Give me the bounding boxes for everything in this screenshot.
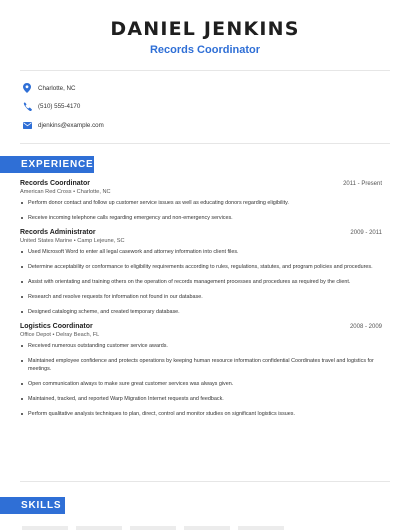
job-bullet: Open communication always to make sure great customer services was always given. — [20, 380, 382, 388]
contact-location-text: Charlotte, NC — [38, 84, 76, 92]
phone-icon — [22, 102, 32, 112]
skill-chip — [184, 526, 230, 530]
resume-header — [0, 0, 410, 56]
experience-heading: EXPERIENCE — [0, 156, 94, 173]
contact-location — [22, 79, 410, 98]
job-bullet: Perform donor contact and follow up customer service issues as well as educating donors regarding eligibility. — [20, 199, 382, 207]
job-organization: United States Marine • Camp Lejeune, SC — [20, 237, 125, 244]
experience-divider — [20, 481, 390, 482]
job-title: Records Administrator — [20, 228, 96, 236]
job-bullet: Research and resolve requests for information not found in our database. — [20, 293, 382, 301]
job-title: Records Coordinator — [20, 179, 91, 187]
skills-list — [22, 526, 284, 530]
job-bullet: Perform qualitative analysis techniques to plan, direct, control and monitor studies on significant logistics issues. — [20, 410, 382, 418]
email-icon — [22, 120, 32, 130]
job-organization: American Red Cross • Charlotte, NC — [20, 188, 111, 195]
skill-chip — [130, 526, 176, 530]
contact-phone-text: (510) 555-4170 — [38, 103, 81, 111]
skill-chip — [238, 526, 284, 530]
skill-chip — [22, 526, 68, 530]
job-dates: 2011 - Present — [343, 180, 382, 187]
job-bullet: Maintained employee confidence and protects operations by keeping human resource information confidential Coordinates travel and logistics for meetings. — [20, 357, 382, 373]
job-dates: 2008 - 2009 — [349, 323, 382, 330]
job-bullet: Received numerous outstanding customer service awards. — [20, 342, 382, 350]
job-bullet: Assist with orientating and training others on the operation of records management processes and procedures as required by the client. — [20, 278, 382, 286]
skill-chip — [76, 526, 122, 530]
contact-divider — [20, 143, 390, 144]
job-organization: Office Depot • Delray Beach, FL — [20, 331, 100, 338]
contact-email-text: djenkins@example.com — [38, 121, 104, 129]
job-entry — [20, 180, 382, 222]
experience-list — [0, 173, 410, 418]
job-dates: 2009 - 2011 — [350, 229, 382, 236]
contact-email — [22, 116, 410, 135]
job-title: Logistics Coordinator — [20, 322, 93, 330]
job-bullet: Receive incoming telephone calls regarding emergency and non-emergency services. — [20, 214, 382, 222]
job-bullet: Designed cataloging scheme, and created temporary database. — [20, 308, 382, 316]
job-bullet: Determine acceptability or conformance to eligibility requirements according to rules, regulations, statutes, and program policies and procedures. — [20, 263, 382, 271]
candidate-name: DANIEL JENKINS — [110, 18, 300, 40]
job-bullet: Used Microsoft Word to enter all legal casework and attorney information into client files. — [20, 248, 382, 256]
skills-heading: SKILLS — [0, 497, 65, 514]
job-bullet: Maintained, tracked, and reported Warp Migration Internet requests and feedback. — [20, 395, 382, 403]
contact-info — [0, 71, 410, 143]
job-entry — [20, 229, 382, 316]
candidate-title: Records Coordinator — [149, 44, 260, 56]
contact-phone — [22, 98, 410, 117]
job-entry — [20, 323, 382, 418]
location-pin-icon — [22, 83, 32, 93]
